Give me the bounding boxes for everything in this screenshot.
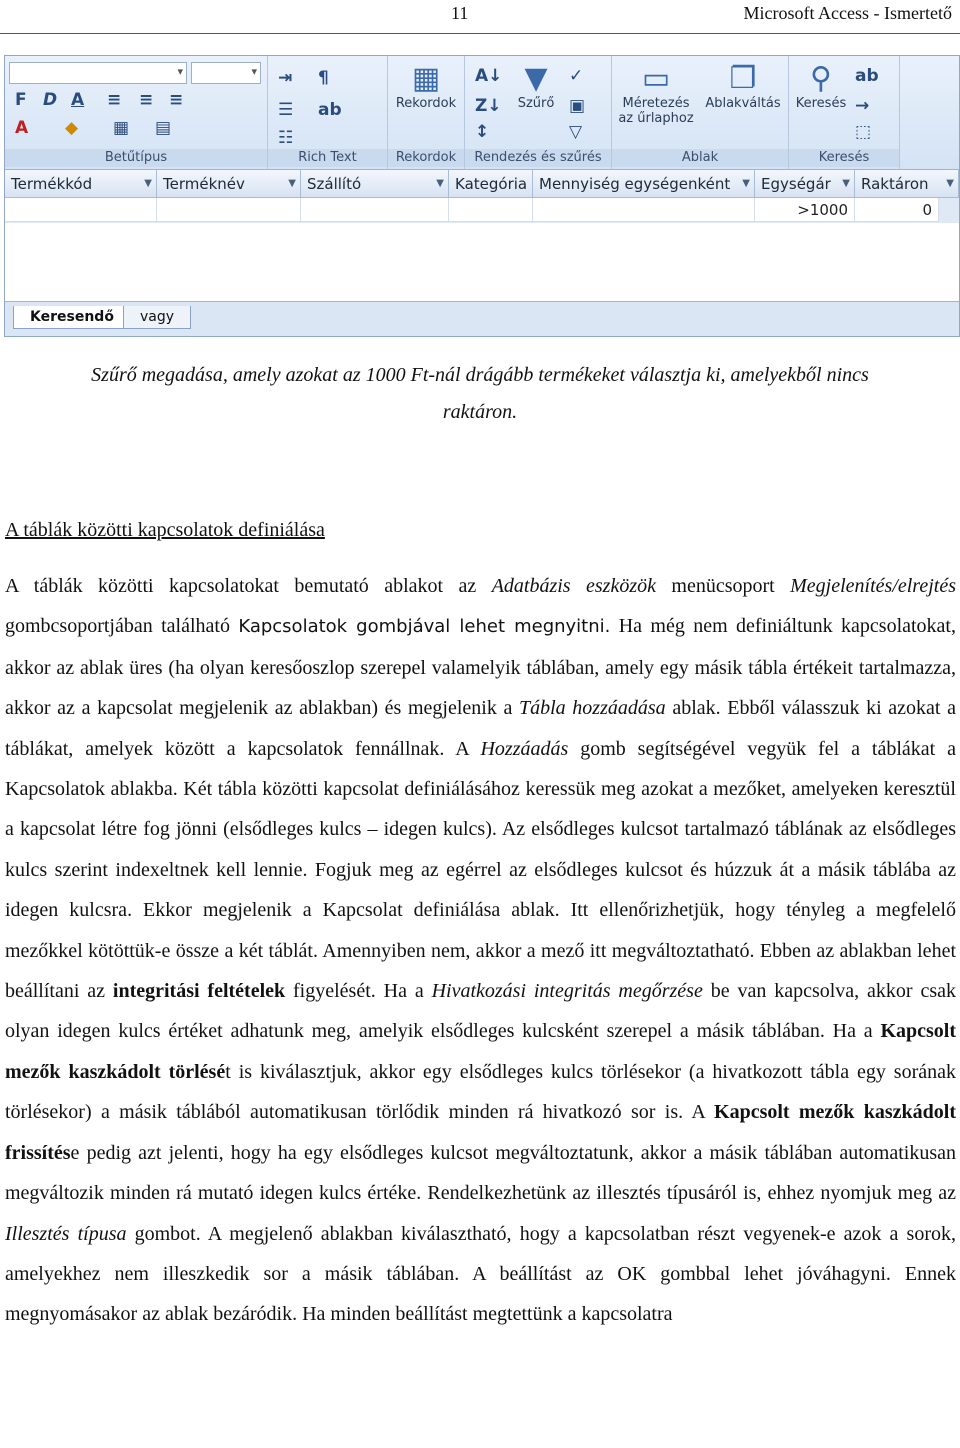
size-to-form-button[interactable] <box>616 62 696 126</box>
figure-caption-line1: Szűrő megadása, amely azokat az 1000 Ft-nál drágább termékeket választja ki, amelyekből nincs <box>91 364 869 386</box>
body-text: figyelését. Ha a <box>285 980 432 1003</box>
switch-windows-label: Ablakváltás <box>705 96 781 111</box>
criteria-cell[interactable] <box>301 198 449 222</box>
ribbon-group-sort-filter <box>465 56 612 169</box>
records-button[interactable] <box>390 62 462 111</box>
size-to-form-icon: ▭ <box>641 61 671 96</box>
bullets-icon[interactable]: ☰ <box>278 100 294 120</box>
ribbon-group-font <box>5 56 268 169</box>
body-bold: Kapcsolt mezők kaszkádolt törlésé <box>5 1020 956 1083</box>
filter-icon: ▼ <box>524 61 548 96</box>
switch-windows-button[interactable] <box>700 62 786 111</box>
italic-icon[interactable]: D <box>43 90 58 110</box>
document-title: Microsoft Access - Ismertető <box>743 3 952 23</box>
body-italic: Hozzáadás <box>480 737 569 760</box>
align-right-icon[interactable]: ≡ <box>169 90 184 110</box>
alt-row-color-icon[interactable]: ▤ <box>155 118 172 138</box>
body-text: gomb segítségével vegyük fel a táblákat a Kapcsolatok ablakba. Két tábla közötti kapcsolat definiálásához keressük meg azokat a mezőket, amelyeken keresztül a kapcsolat létre fog jönni (elsődleges kulcs – idegen kulcs). Az elsődleges kulcsot tartalmazó táblának az elsődleges kulcs szerint indexeltnek kell lennie. Fogjuk meg az egérrel az elsődleges kulcsot és húzzuk át a másik táblába az idegen kulcsra. Ekkor megjelenik a Kapcsolat definiálása ablak. Itt ellenőrizhetjük, hogy tényleg a megfelelő mezőkkel kötöttük-e össze a két táblát. Amennyiben nem, akkor a mező itt megváltoztatható. Ebben az ablakban lehet beállítani az <box>5 737 956 1003</box>
toggle-filter-icon[interactable]: ▽ <box>569 122 583 142</box>
switch-windows-icon: ❐ <box>729 61 757 96</box>
clear-sort-icon[interactable]: ↕ <box>475 122 490 142</box>
column-header[interactable] <box>533 170 755 198</box>
find-label: Keresés <box>795 96 847 111</box>
body-italic: Tábla hozzáadása <box>518 697 666 720</box>
column-header[interactable] <box>449 170 533 198</box>
body-text: A táblák közötti kapcsolatokat bemutató ablakot az <box>5 575 492 597</box>
column-header-label: Szállító <box>307 175 362 193</box>
ribbon-group-find <box>789 56 900 169</box>
criteria-cell[interactable] <box>5 198 157 222</box>
access-screenshot <box>4 55 960 337</box>
size-to-form-label: Méretezés az űrlaphoz <box>618 96 694 126</box>
column-header-label: Raktáron <box>861 175 929 193</box>
dropdown-arrow-icon: ▼ <box>946 178 954 189</box>
dropdown-arrow-icon: ▼ <box>742 178 750 189</box>
body-sans-text: Kapcsolatok gombjával lehet megnyitni. <box>238 616 611 638</box>
fill-color-icon[interactable]: ◆ <box>65 118 79 138</box>
body-text: Ha még nem definiáltunk kapcsolatokat, akkor az ablak üres (ha olyan keresőoszlop szerepel valamelyik táblában, amely egy másik tábla értékeit tartalmazza, akkor az a kapcsolat megjelenik az ablakban) és megjelenik a <box>5 615 956 720</box>
page-header <box>0 0 960 36</box>
dropdown-arrow-icon: ▼ <box>842 178 850 189</box>
body-text: ablak. Ebből válasszuk ki azokat a táblákat, amelyek között a kapcsolatok fennállnak. A <box>5 697 956 760</box>
body-text: menücsoport <box>655 575 791 597</box>
column-header-label: Egységár <box>761 175 831 193</box>
column-header-label: Mennyiség egységenként <box>539 175 731 193</box>
gridlines-icon[interactable]: ▦ <box>113 118 130 138</box>
binoculars-icon: ⚲ <box>810 61 832 96</box>
numbering-icon[interactable]: ☷ <box>278 128 294 148</box>
ribbon-group-window <box>612 56 789 169</box>
body-text: be van kapcsolva, akkor csak olyan idegen kulcs értéket adhatunk meg, amelyik elsődleges kulcsként szerepel a másik táblában. Ha a <box>5 980 956 1043</box>
grid-empty-area <box>5 223 959 301</box>
body-italic: Adatbázis eszközök <box>491 575 656 597</box>
highlight-icon[interactable]: ab <box>318 100 342 120</box>
body-text: t is kiválasztjuk, akkor egy elsődleges kulcs törlésekor (a hivatkozott tábla egy sorának törlésekor) a másik táblából automatikusan törlődik minden rá hivatkozó sor is. A <box>5 1060 956 1124</box>
body-text: e pedig azt jelenti, hogy ha egy elsődleges kulcsot megváltoztatunk, akkor a másik táblában automatikusan megváltozik minden rá mutató idegen kulcs értéke. Rendelkezhetünk az illesztés típusáról is, ehhez nyomjuk meg az <box>5 1141 956 1205</box>
ribbon-group-label: Rekordok <box>388 149 464 167</box>
advanced-filter-icon[interactable]: ▣ <box>569 96 586 116</box>
body-bold: Kapcsolt mezők kaszkádolt frissítés <box>5 1101 957 1164</box>
header-rule <box>0 33 960 34</box>
ribbon-group-richtext <box>268 56 388 169</box>
dropdown-arrow-icon: ▼ <box>436 178 444 189</box>
filter-label: Szűrő <box>517 96 555 111</box>
underline-icon[interactable]: A <box>71 90 85 110</box>
tab-look-for[interactable]: Keresendő <box>13 306 131 329</box>
font-size-combo[interactable] <box>191 62 261 84</box>
section-title: A táblák közötti kapcsolatok definiálása <box>5 519 325 541</box>
criteria-cell[interactable]: >1000 <box>755 198 855 222</box>
records-icon: ▦ <box>411 61 441 96</box>
body-paragraph <box>5 566 956 1335</box>
body-italic: Illesztés típusa <box>5 1222 127 1245</box>
find-button[interactable] <box>791 62 851 111</box>
figure-caption-line2: raktáron. <box>442 401 518 423</box>
selection-filter-icon[interactable]: ✓ <box>569 66 584 86</box>
bold-icon[interactable]: F <box>15 90 27 110</box>
column-header-label: Termékkód <box>11 175 93 193</box>
filter-tabs <box>5 301 959 337</box>
goto-icon[interactable]: → <box>855 96 870 116</box>
criteria-cell[interactable] <box>157 198 301 222</box>
ribbon-group-records <box>388 56 465 169</box>
column-header[interactable] <box>755 170 855 198</box>
criteria-cell[interactable] <box>533 198 755 222</box>
body-italic: Hivatkozási integritás megőrzése <box>431 980 703 1003</box>
column-header[interactable] <box>5 170 157 198</box>
criteria-cell[interactable]: 0 <box>855 198 939 222</box>
records-label: Rekordok <box>395 96 457 111</box>
column-header-label: Terméknév <box>163 175 245 193</box>
paragraph-icon[interactable]: ¶ <box>318 68 329 88</box>
select-icon[interactable]: ⬚ <box>855 122 872 142</box>
column-header-label: Kategória <box>455 175 528 193</box>
ribbon-group-label: Betűtípus <box>5 149 267 167</box>
page-number: 11 <box>451 3 469 23</box>
replace-icon[interactable]: ab <box>855 66 879 86</box>
ribbon-group-label: Ablak <box>612 149 788 167</box>
align-left-icon[interactable]: ≡ <box>107 90 122 110</box>
filter-button[interactable] <box>511 62 561 111</box>
column-header[interactable] <box>301 170 449 198</box>
body-text: gombcsoportjában található <box>5 615 239 638</box>
dropdown-arrow-icon: ▼ <box>288 178 296 189</box>
body-bold: integritási feltételek <box>112 980 286 1003</box>
criteria-cell[interactable] <box>449 198 533 222</box>
align-center-icon[interactable]: ≡ <box>139 90 154 110</box>
ribbon <box>5 56 959 170</box>
column-header[interactable] <box>157 170 301 198</box>
ribbon-group-label: Keresés <box>789 149 899 167</box>
indent-icon[interactable]: ⇥ <box>278 68 293 88</box>
sort-descending-icon[interactable]: Z↓ <box>475 96 502 116</box>
body-text: gombot. A megjelenő ablakban kiválasztható, hogy a kapcsolatban részt vegyenek-e azok a sorok, amelyekhez nem illeszkedik sor a másik táblában. A beállítást az OK gombbal lehet jóváhagyni. Ennek megnyomásakor az ablak bezáródik. Ha minden beállítást megtettünk a kapcsolatra <box>5 1222 956 1326</box>
font-color-icon[interactable]: A <box>15 118 29 138</box>
sort-ascending-icon[interactable]: A↓ <box>475 66 503 86</box>
dropdown-arrow-icon: ▼ <box>144 178 152 189</box>
ribbon-group-label: Rich Text <box>268 149 387 167</box>
ribbon-group-label: Rendezés és szűrés <box>465 149 611 167</box>
body-italic: Megjelenítés/elrejtés <box>790 575 956 597</box>
column-header[interactable] <box>855 170 959 198</box>
font-name-combo[interactable] <box>9 62 187 84</box>
tab-or[interactable]: vagy <box>123 306 191 329</box>
